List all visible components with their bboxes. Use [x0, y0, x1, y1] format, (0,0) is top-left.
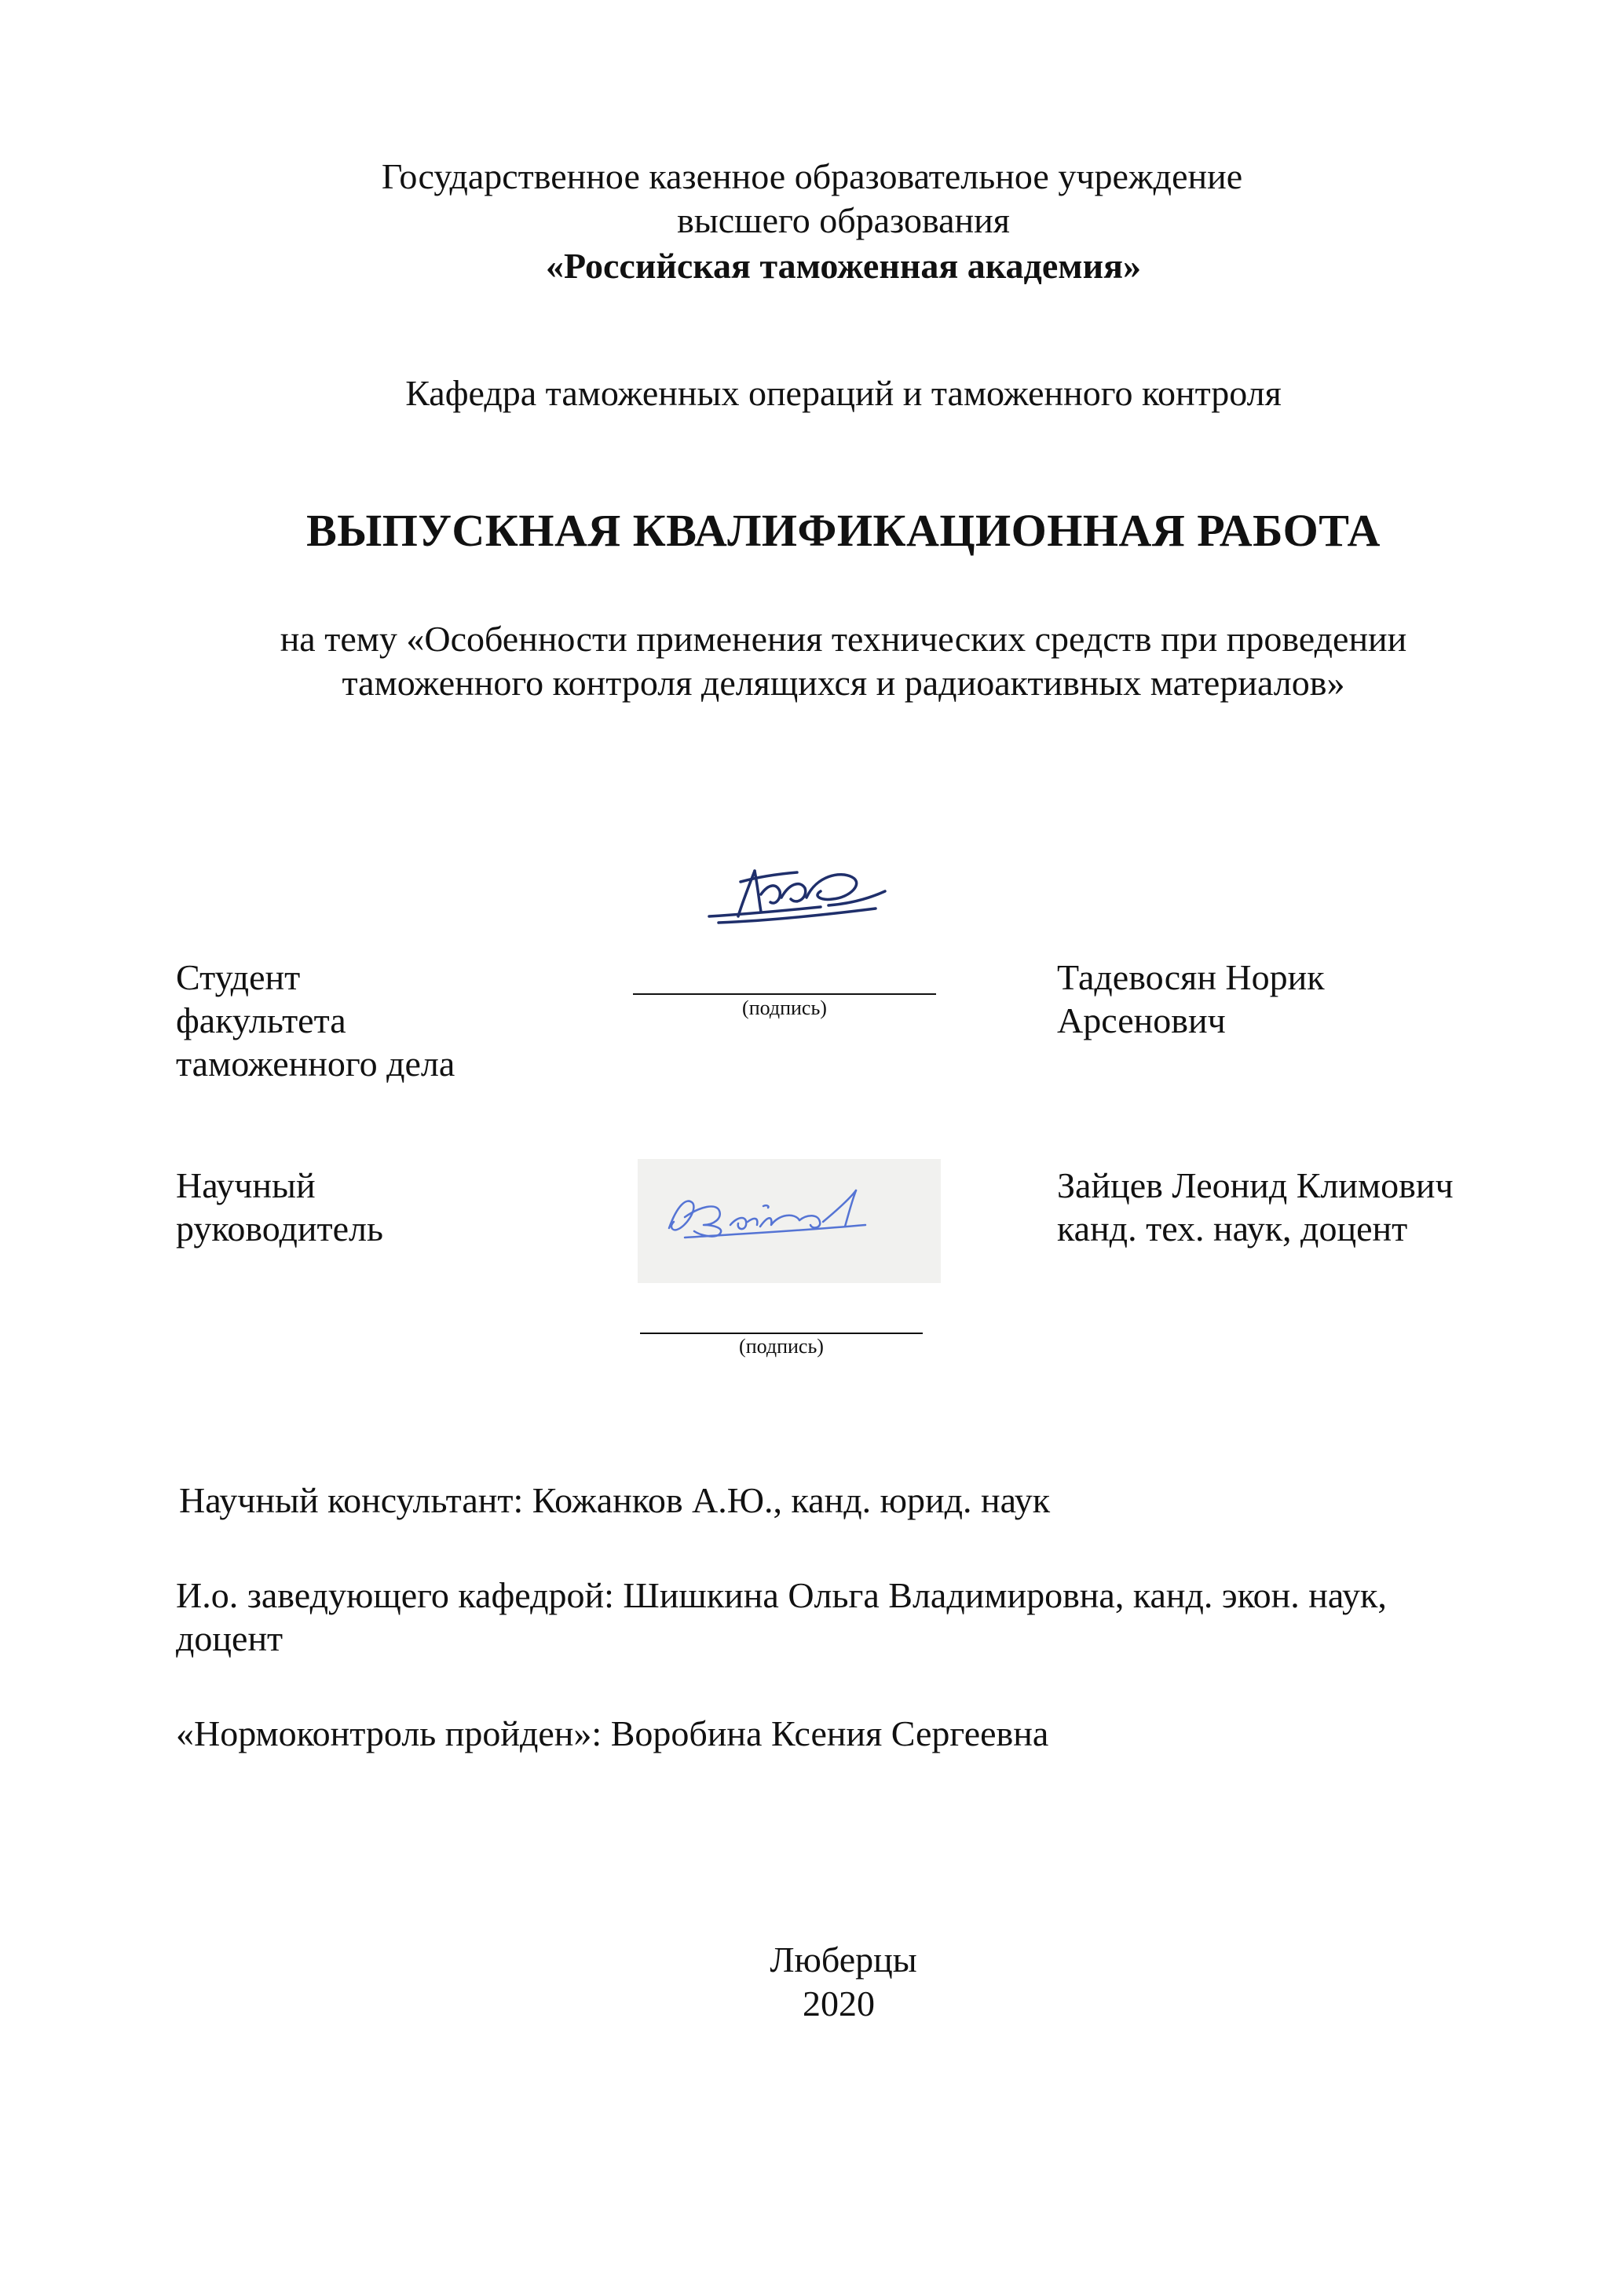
institution-line-1: Государственное казенное образовательное учреждение: [381, 156, 1243, 196]
normcontrol: «Нормоконтроль пройден»: Воробина Ксения Сергеевна: [176, 1713, 1049, 1753]
department: Кафедра таможенных операций и таможенного контроля: [405, 373, 1282, 413]
topic-line-2: таможенного контроля делящихся и радиоактивных материалов»: [342, 663, 1345, 703]
head-of-department-line-1: И.о. заведующего кафедрой: Шишкина Ольга Владимировна, канд. экон. наук,: [176, 1575, 1387, 1615]
student-name-line-1: Тадевосян Норик: [1057, 957, 1325, 997]
topic-line-1: на тему «Особенности применения технических средств при проведении: [280, 619, 1407, 659]
student-signature-line: [633, 993, 936, 995]
supervisor-role-line-1: Научный: [176, 1165, 316, 1205]
consultant: Научный консультант: Кожанков А.Ю., канд. юрид. наук: [179, 1480, 1051, 1520]
supervisor-signature-line: [640, 1333, 923, 1334]
student-signature-icon: [703, 860, 891, 938]
institution-name: «Российская таможенная академия»: [546, 246, 1141, 286]
city: Люберцы: [770, 1940, 917, 1980]
supervisor-name-line-2: канд. тех. наук, доцент: [1057, 1208, 1408, 1249]
supervisor-role-line-2: руководитель: [176, 1208, 383, 1249]
student-role-line-1: Студент: [176, 957, 301, 997]
student-name-line-2: Арсенович: [1057, 1000, 1226, 1040]
student-role-line-3: таможенного дела: [176, 1044, 455, 1084]
institution-line-2: высшего образования: [677, 200, 1010, 240]
supervisor-name-line-1: Зайцев Леонид Климович: [1057, 1165, 1454, 1205]
student-signature-caption: (подпись): [742, 996, 827, 1019]
head-of-department-line-2: доцент: [176, 1618, 283, 1658]
student-role-line-2: факультета: [176, 1000, 346, 1040]
supervisor-signature-caption: (подпись): [739, 1335, 824, 1358]
supervisor-signature-icon: [638, 1159, 941, 1283]
document-title: ВЫПУСКНАЯ КВАЛИФИКАЦИОННАЯ РАБОТА: [306, 505, 1381, 556]
year: 2020: [803, 1983, 875, 2024]
